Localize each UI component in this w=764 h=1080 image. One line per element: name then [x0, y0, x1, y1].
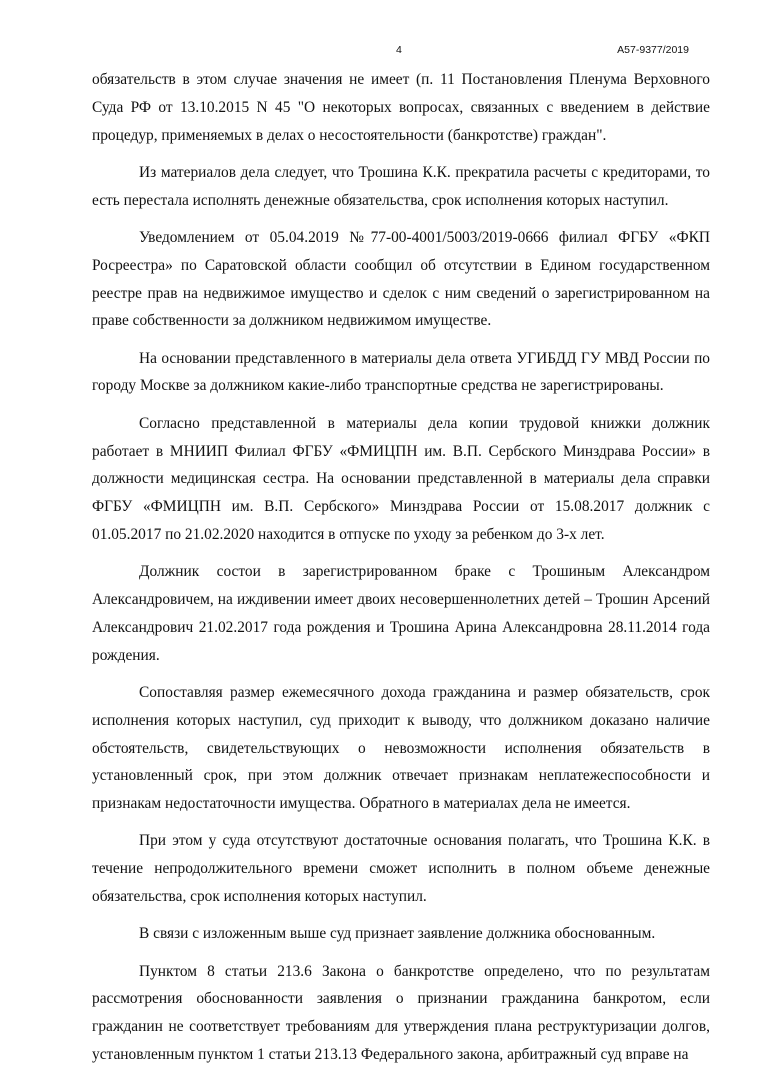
paragraph-application-justified: В связи с изложенным выше суд признает заявление должника обоснованным. [139, 925, 656, 943]
paragraph-creditors: Из материалов дела следует, что Трошина К.К. прекратила расчеты с кредиторами, то есть перестала исполнять денежные обязательства, срок исполнения которых наступил. [92, 163, 710, 209]
paragraph-family: Должник состои в зарегистрированном браке с Трошиным Александром Александровичем, на иждивении имеет двоих несовершеннолетних детей – Трошин Арсений Александрович 21.02.2017 года рождения и Трошина Арина Александровна 28.11.2014 года рождения. [92, 563, 710, 664]
paragraph-vehicles: На основании представленного в материалы дела ответа УГИБДД ГУ МВД России по городу Москве за должником какие-либо транспортные средства не зарегистрированы. [92, 349, 710, 395]
paragraph-no-grounds: При этом у суда отсутствуют достаточные основания полагать, что Трошина К.К. в течение непродолжительного времени сможет исполнить в полном объеме денежные обязательства, срок исполнения которых наступил. [92, 832, 710, 906]
paragraph-employment: Согласно представленной в материалы дела копии трудовой книжки должник работает в МНИИП Филиал ФГБУ «ФМИЦПН им. В.П. Сербского Минздрава России» в должности медицинская сестра. На основании представленной в материалы дела справки ФГБУ «ФМИЦПН им. В.П. Сербского» Минздрава России от 15.08.2017 должник с 01.05.2017 по 21.02.2020 находится в отпуске по уходу за ребенком до 3-х лет. [92, 414, 710, 543]
paragraph-insolvency-conclusion: Сопоставляя размер ежемесячного дохода гражданина и размер обязательств, срок исполнения которых наступил, суд приходит к выводу, что должником доказано наличие обстоятельств, свидетельствующих о невозможности исполнения обязательств в установленный срок, при этом должник отвечает признакам неплатежеспособности и признакам недостаточности имущества. Обратного в материалах дела не имеется. [92, 683, 710, 813]
case-number: А57-9377/2019 [617, 44, 689, 56]
page-number: 4 [396, 44, 402, 56]
paragraph-rosreestr: Уведомлением от 05.04.2019 №77-00-4001/5003/2019-0666 филиал ФГБУ «ФКП Росреестра» по Саратовской области сообщил об отсутствии в Едином государственном реестре прав на недвижимое имущество и сделок с ним сведений о зарегистрированном на праве собственности за должником недвижимом имуществе. [92, 228, 710, 330]
document-body [92, 66, 710, 1078]
paragraph-legal-basis: Пунктом 8 статьи 213.6 Закона о банкротстве определено, что по результатам рассмотрения обоснованности заявления о признании гражданина банкротом, если гражданин не соответствует требованиям для утверждения плана реструктуризации долгов, установленным пунктом 1 статьи 213.13 Федерального закона, арбитражный суд вправе на [92, 962, 710, 1063]
page-header [0, 44, 764, 60]
paragraph-continued: обязательств в этом случае значения не имеет (п. 11 Постановления Пленума Верховного Суда РФ от 13.10.2015 N 45 "О некоторых вопросах, связанных с введением в действие процедур, применяемых в делах о несостоятельности (банкротстве) граждан". [92, 71, 710, 144]
